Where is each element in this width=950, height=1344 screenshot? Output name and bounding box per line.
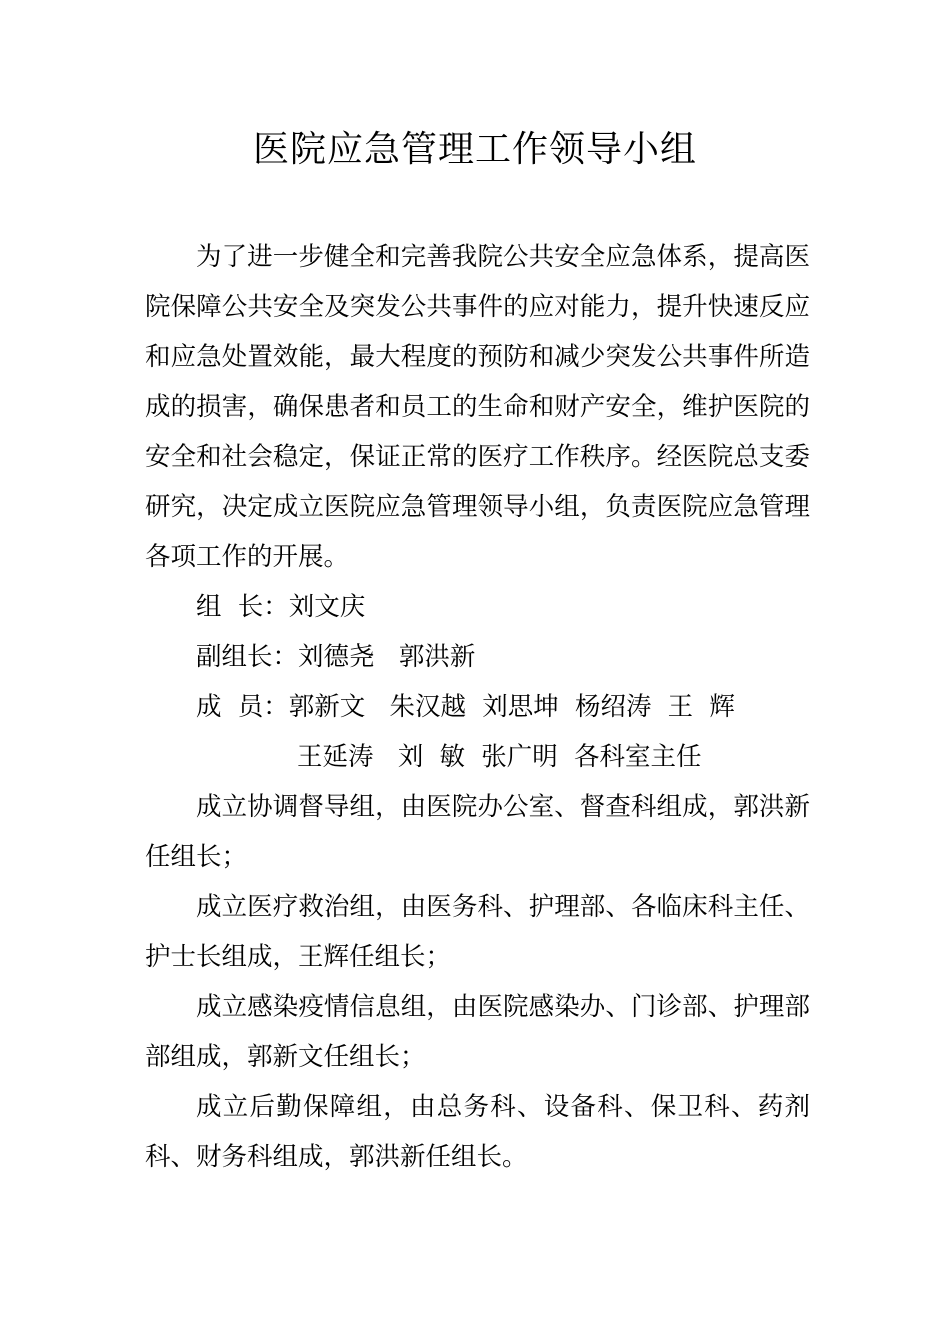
group-paragraph-coordination: 成立协调督导组，由医院办公室、督查科组成，郭洪新任组长； xyxy=(145,792,810,872)
members-line: 成 员：郭新文 朱汉越 刘思坤 杨绍涛 王 辉 xyxy=(196,692,735,722)
group-paragraph-logistics: 成立后勤保障组，由总务科、设备科、保卫科、药剂科、财务科组成，郭洪新任组长。 xyxy=(145,1092,810,1172)
document-body xyxy=(145,232,810,1182)
members-line-continued: 王延涛 刘 敏 张广明 各科室主任 xyxy=(297,742,702,772)
group-paragraph-medical-treatment: 成立医疗救治组，由医务科、护理部、各临床科主任、护士长组成，王辉任组长； xyxy=(145,892,810,972)
document-title: 医院应急管理工作领导小组 xyxy=(252,129,697,170)
leader-line: 组 长：刘文庆 xyxy=(196,592,366,622)
group-paragraph-infection-info: 成立感染疫情信息组，由医院感染办、门诊部、护理部部组成，郭新文任组长； xyxy=(145,992,810,1072)
intro-paragraph: 为了进一步健全和完善我院公共安全应急体系，提高医院保障公共安全及突发公共事件的应对能力，提升快速反应和应急处置效能，最大程度的预防和减少突发公共事件所造成的损害，确保患者和员工的生命和财产安全，维护医院的安全和社会稳定，保证正常的医疗工作秩序。经医院总支委研究，决定成立医院应急管理领导小组，负责医院应急管理各项工作的开展。 xyxy=(145,242,810,572)
deputy-leader-line: 副组长：刘德尧 郭洪新 xyxy=(196,642,476,672)
